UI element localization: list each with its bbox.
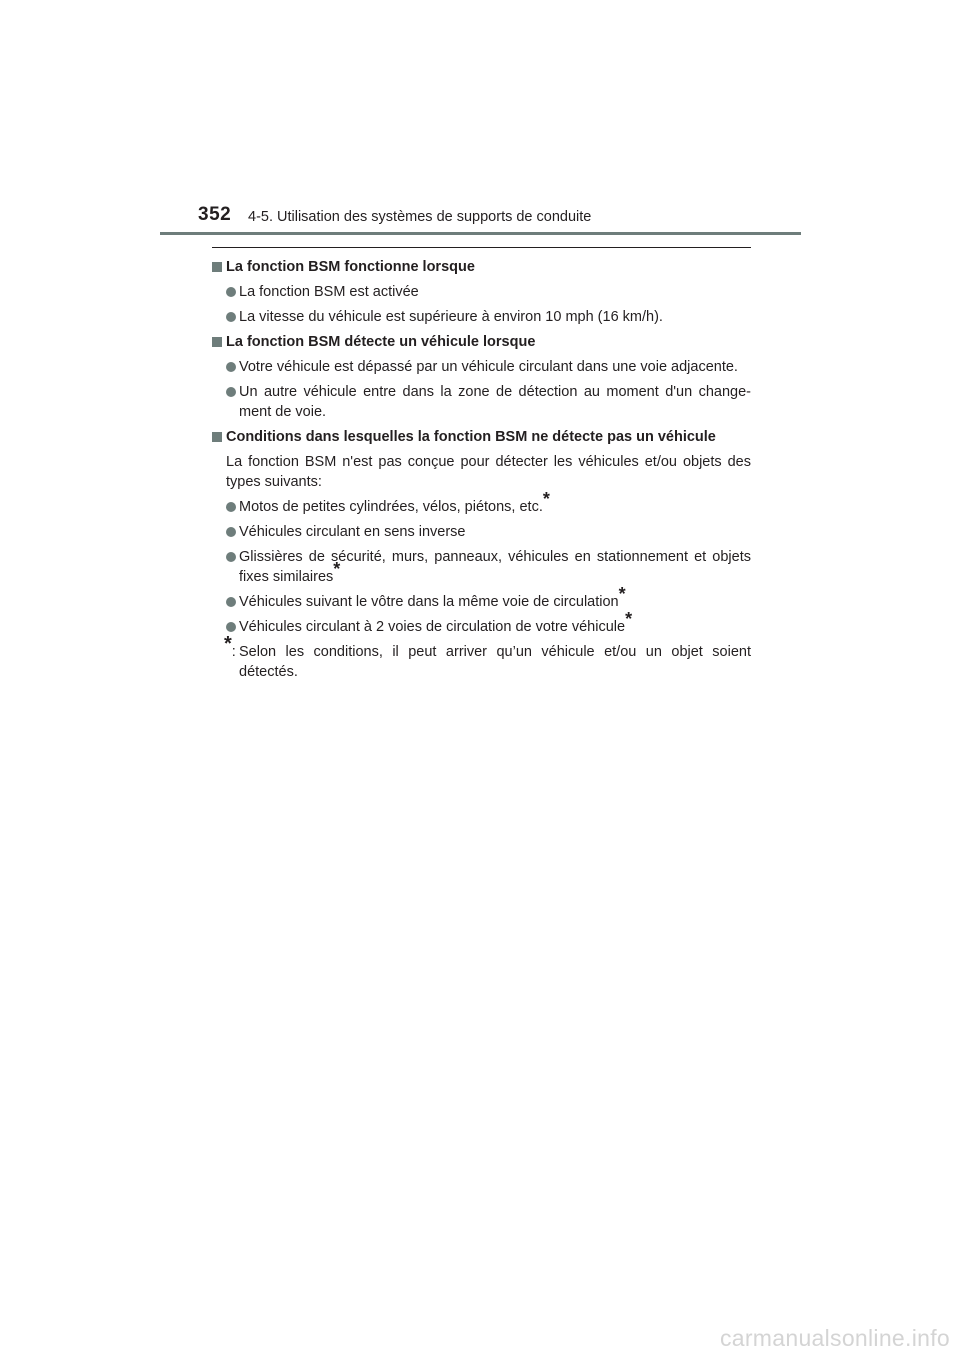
square-bullet-icon [212,432,222,442]
chapter-title: 4-5. Utilisation des systèmes de supports de conduite [248,209,592,225]
footnote [212,633,751,682]
section-heading [212,427,751,447]
asterisk-icon: * [625,609,633,630]
heading-text: La fonction BSM détecte un véhicule lorsque [226,334,536,350]
asterisk-icon: * [618,584,626,605]
circle-bullet-icon [226,362,236,372]
list-item [212,382,751,422]
square-bullet-icon [212,337,222,347]
list-item-text: La fonction BSM est activée [239,284,419,300]
page-number: 352 [198,204,232,225]
list-item-text: Véhicules circulant en sens inverse [239,524,466,540]
list-item-text: Véhicules suivant le vôtre dans la même voie de circulation [239,594,619,610]
list-item-text: La vitesse du véhicule est supérieure à environ 10 mph (16 km/h). [239,309,663,325]
section-intro: La fonction BSM n'est pas conçue pour détecter les véhicules et/ou objets des types suivants: [226,454,751,490]
footnote-text: Selon les conditions, il peut arriver qu’un véhicule et/ou un objet soient détectés. [239,644,751,680]
circle-bullet-icon [226,597,236,607]
circle-bullet-icon [226,527,236,537]
circle-bullet-icon [226,387,236,397]
list-item [212,547,751,587]
heading-text: Conditions dans lesquelles la fonction BSM ne détecte pas un véhicule [226,429,716,445]
list-item [212,307,751,327]
footnote-marker [224,633,236,662]
list-item [212,357,751,377]
section-heading [212,332,751,352]
circle-bullet-icon [226,287,236,297]
list-item [212,282,751,302]
asterisk-icon: * [333,559,341,580]
heading-text: La fonction BSM fonctionne lorsque [226,259,475,275]
list-item [212,522,751,542]
circle-bullet-icon [226,502,236,512]
circle-bullet-icon [226,312,236,322]
square-bullet-icon [212,262,222,272]
list-item [212,584,751,612]
list-item-text: Votre véhicule est dépassé par un véhicule circulant dans une voie adjacente. [239,359,738,375]
header-rule [160,232,801,235]
section-rule [212,247,751,248]
list-item-text: Motos de petites cylindrées, vélos, piétons, etc. [239,499,543,515]
section-heading [212,257,751,277]
footnote-separator: : [231,644,236,660]
circle-bullet-icon [226,552,236,562]
list-item-text: Véhicules circulant à 2 voies de circulation de votre véhicule [239,619,626,635]
list-item [212,609,751,637]
list-item-text: Un autre véhicule entre dans la zone de détection au moment d'un change-ment de voie. [239,384,751,420]
watermark: carmanualsonline.info [719,1325,950,1351]
list-item-text: Glissières de sécurité, murs, panneaux, véhicules en stationnement et objets fixes similaires [239,549,751,585]
asterisk-icon: * [542,489,550,510]
asterisk-icon: * [224,633,232,656]
list-item [212,489,751,517]
circle-bullet-icon [226,622,236,632]
content [212,257,751,682]
